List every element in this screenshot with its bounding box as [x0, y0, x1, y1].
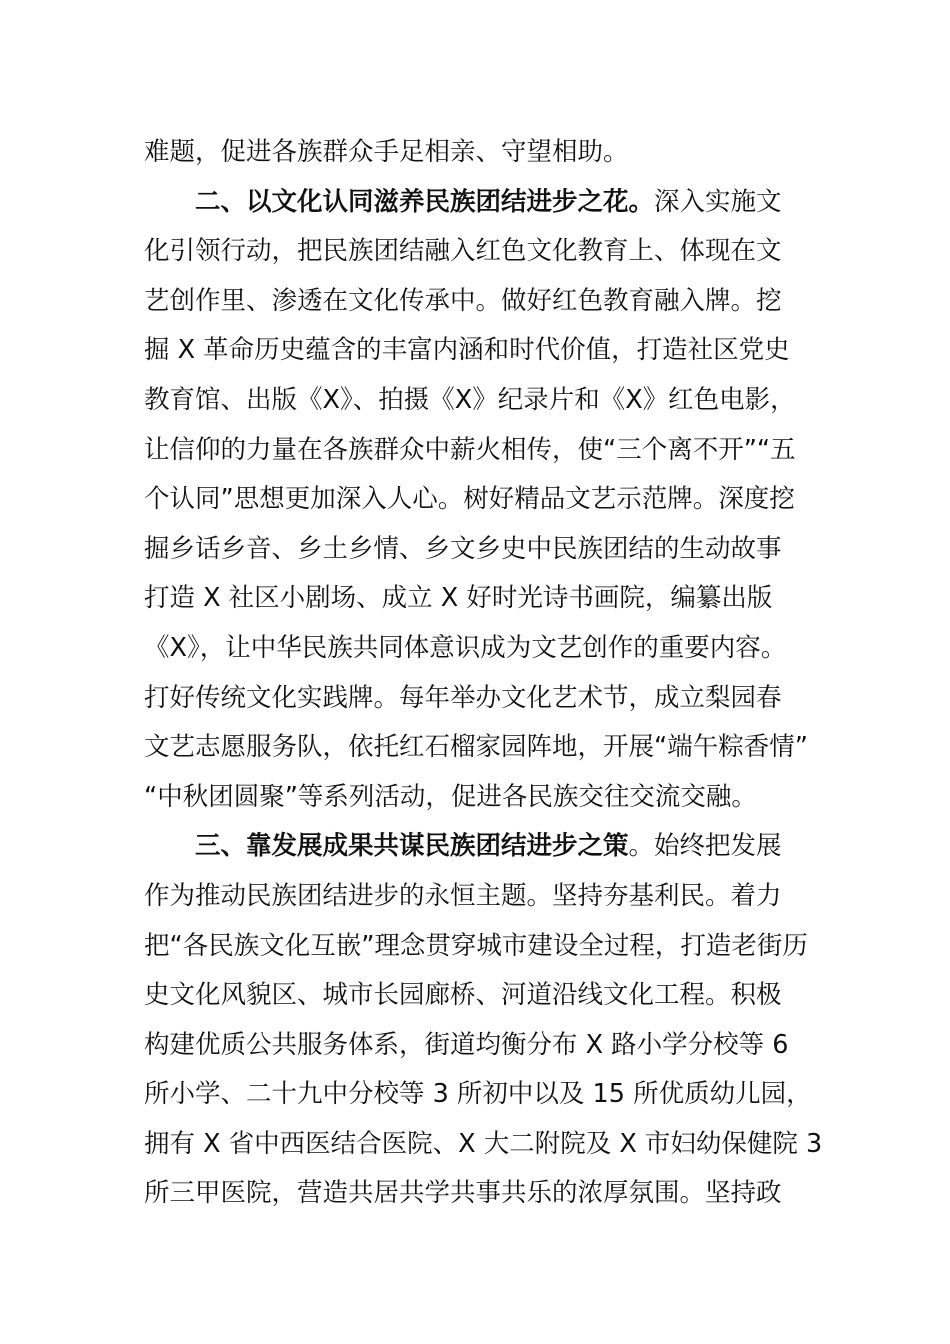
- text-line: 艺创作里、渗透在文化传承中。做好红色教育融入牌。挖: [144, 285, 782, 316]
- body-text: [144, 128, 834, 1219]
- section-heading-line: [144, 822, 834, 872]
- text-line: 《X》，让中华民族共同体意识成为文艺创作的重要内容。: [144, 632, 787, 663]
- text-run: 深入实施文: [654, 186, 782, 217]
- section-heading: 二、以文化认同滋养民族团结进步之花。: [195, 186, 655, 217]
- text-line: 难题，促进各族群众手足相亲、守望相助。: [144, 137, 629, 167]
- text-line: 教育馆、出版《X》、拍摄《X》纪录片和《X》红色电影，: [144, 384, 796, 415]
- text-line: 打好传统文化实践牌。每年举办文化艺术节，成立梨园春: [144, 682, 782, 713]
- text-line: 拥有 X 省中西医结合医院、X 大二附院及 X 市妇幼保健院 3: [144, 1128, 823, 1159]
- text-line: 所小学、二十九中分校等 3 所初中以及 15 所优质幼儿园，: [144, 1079, 812, 1110]
- text-line: 化引领行动，把民族团结融入红色文化教育上、体现在文: [144, 236, 782, 267]
- text-line: 文艺志愿服务队，依托红石榴家园阵地，开展“端午粽香情”: [144, 732, 808, 763]
- text-line: 所三甲医院，营造共居共学共事共乐的浓厚氛围。坚持政: [144, 1178, 782, 1209]
- text-run: 。始终把发展: [628, 831, 782, 862]
- text-line: 把“各民族文化互嵌”理念贯穿城市建设全过程，打造老街历: [144, 930, 808, 961]
- section-heading: 三、靠发展成果共谋民族团结进步之策: [195, 831, 629, 862]
- text-line: 史文化风貌区、城市长园廊桥、河道沿线文化工程。积极: [144, 980, 782, 1011]
- text-line: 掘 X 革命历史蕴含的丰富内涵和时代价值，打造社区党史: [144, 335, 790, 366]
- text-line: 构建优质公共服务体系，街道均衡分布 X 路小学分校等 6: [144, 1029, 789, 1060]
- text-line: 让信仰的力量在各族群众中薪火相传，使“三个离不开”“五: [144, 434, 796, 465]
- text-line: 作为推动民族团结进步的永恒主题。坚持夯基利民。着力: [144, 880, 782, 911]
- section-heading-line: [144, 178, 834, 228]
- text-line: “中秋团圆聚”等系列活动，促进各民族交往交流交融。: [144, 781, 757, 812]
- text-line: 个认同”思想更加深入人心。树好精品文艺示范牌。深度挖: [144, 484, 795, 515]
- text-line: 掘乡话乡音、乡土乡情、乡文乡史中民族团结的生动故事: [144, 533, 782, 564]
- text-line: 打造 X 社区小剧场、成立 X 好时光诗书画院，编纂出版: [144, 583, 773, 614]
